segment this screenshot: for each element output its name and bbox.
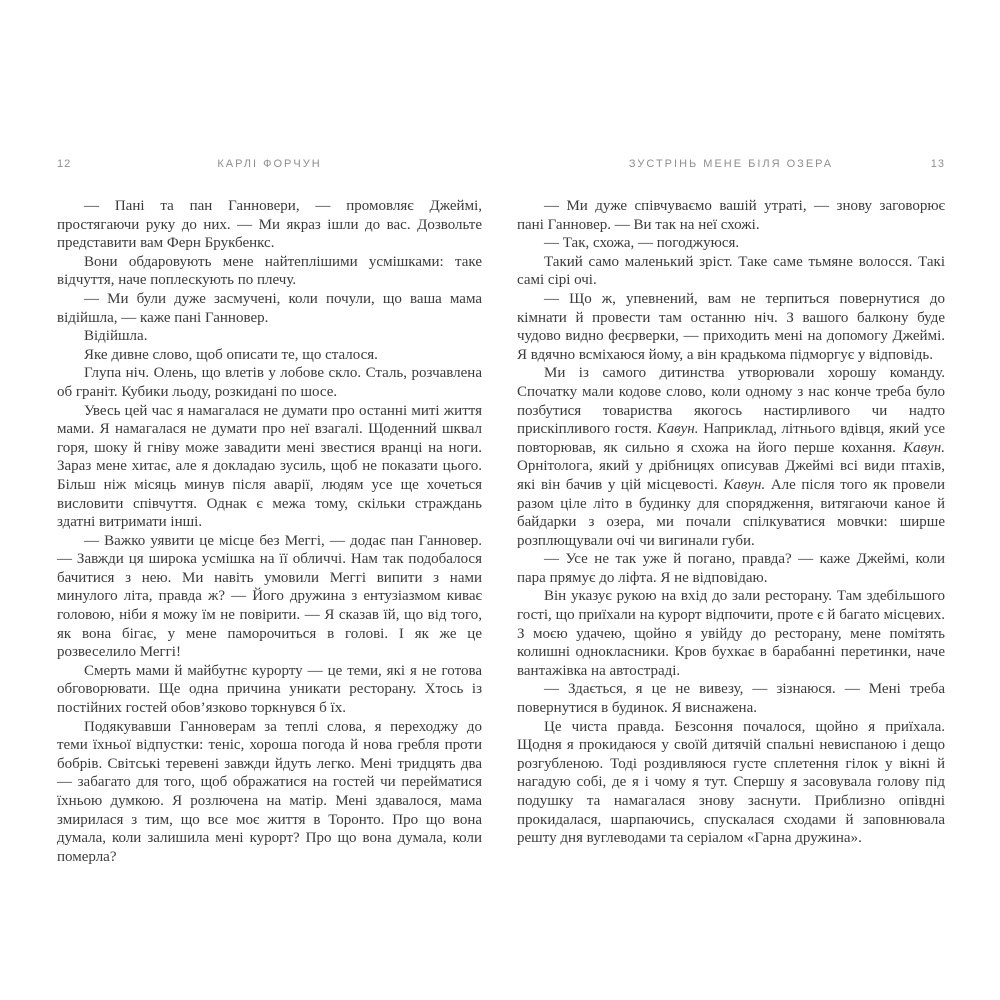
page-left [57, 157, 482, 866]
paragraph: Глупа ніч. Олень, що влетів у лобове скло. Сталь, розчавлена об граніт. Кубики льоду, розкидані по шосе. [57, 365, 482, 400]
page-header-left [57, 157, 482, 171]
paragraph: Яке дивне слово, щоб описати те, що сталося. [84, 346, 378, 363]
paragraph: Смерть мами й майбутнє курорту — це теми, які я не готова обговорювати. Ще одна причина уникати ресторану. Хтось із постійних гостей обов’язково торкнувся б їх. [57, 662, 482, 717]
paragraph: Він указує рукою на вхід до зали ресторану. Там здебільшого гості, що приїхали на курорт відпочити, проте є й багато місцевих. З моєю удачею, щойно я увійду до ресторану, мене помітять колишні однокласники. Кров бухкає в барабанні перетинки, наче вантажівка на автостраді. [517, 588, 945, 679]
running-head-title: ЗУСТРІНЬ МЕНЕ БІЛЯ ОЗЕРА [628, 158, 834, 170]
paragraph: — Ми дуже співчуваємо вашій утраті, — знову заговорює пані Ганновер. — Ви так на неї схожі. [517, 198, 945, 233]
paragraph: — Так, схожа, — погоджуюся. [544, 235, 740, 252]
paragraph: — Важко уявити це місце без Меггі, — додає пан Ганновер. — Завжди ця широка усмішка на її обличчі. Нам так подобалося бачитися з нею. Ми навіть умовили Меггі випити з нами минулого літа, правда ж? — Його дружина з ентузіазмом киває головою, ніби я можу їм не повірити. — Я сказав їй, що від того, як вона бігає, у мене паморочиться в голові. І як же це розвеселило Меггі! [57, 532, 482, 661]
running-head-author: КАРЛІ ФОРЧУН [217, 158, 322, 170]
page-header-right [517, 157, 945, 171]
page-right [517, 157, 945, 848]
paragraph: — Ми були дуже засмучені, коли почули, що ваша мама відійшла, — каже пані Ганновер. [57, 290, 482, 326]
paragraph: Подякувавши Ганноверам за теплі слова, я переходжу до теми їхньої відпустки: теніс, хороша погода й нова гребля проти бобрів. Світські теревені завжди йдуть легко. Мені тридцять два — забагато для того, щоб ображатися на гостей чи перейматися їхньою думкою. Я розлючена на матір. Мені здавалося, мама змирилася з тим, що все моє життя в Торонто. Про що вона думала, коли залишила мені курорт? Про що вона думала, коли померла? [57, 718, 482, 865]
paragraph: Це чиста правда. Безсоння почалося, щойно я приїхала. Щодня я прокидаюся у своїй дитячій спальні невиспаною і дещо розгубленою. Тоді роздивляюся густе сплетення гілок у вікні й нагадую собі, де я і чому я тут. Спершу я засовувала голову під подушку та намагалася знову заснути. Приблизно опівдні прокидалася, шарпаючись, спускалася сходами й заповнювала решту дня вуглеводами та серіалом «Гарна дружина». [517, 718, 945, 847]
paragraph: — Усе не так уже й погано, правда? — каже Джеймі, коли пара прямує до ліфта. Я не відповідаю. [517, 551, 945, 586]
page-number-right: 13 [930, 158, 945, 170]
page-body-left [57, 197, 482, 866]
paragraph: — Пані та пан Ганновери, — промовляє Джеймі, простягаючи руку до них. — Ми якраз ішли до вас. Дозвольте представити вам Ферн Брукбенкс. [57, 198, 482, 252]
page-number-left: 12 [57, 158, 72, 170]
paragraph: — Здається, я це не вивезу, — зізнаюся. — Мені треба повернутися в будинок. Я виснажена. [517, 681, 945, 717]
paragraph: — Що ж, упевнений, вам не терпиться повернутися до кімнати й провести там останню ніч. З вашого балкону буде чудово видно феєрверки, — приходить мені на допомогу Джеймі. Я вдячно всміхаюся йому, а він крадькома підморгує у відповідь. [517, 290, 945, 363]
paragraph: Ми із самого дитинства утворювали хорошу команду. Спочатку мали кодове слово, коли одному з нас конче треба було позбутися товариства якогось настирливого чи надто прискіпливого гостя. Кавун. Наприклад, літнього вдівця, який усе повторював, як сильно я схожа на його перше кохання. Кавун. Орнітолога, який у дрібницях описував Джеймі всі види птахів, які він бачив у цій місцевості. Кавун. Але після того як провели разом ціле літо в будинку для спорядження, витягаючи каное й байдарки з озера, ми почали спілкуватися мовчки: ширше розплющували очі чи вигинали губи. [517, 365, 945, 549]
page-body-right [517, 197, 945, 848]
paragraph: Увесь цей час я намагалася не думати про останні миті життя мами. Я намагалася не думати про неї взагалі. Щоденний шквал горя, шоку й гніву може завадити мені звестися вранці на ноги. Зараз мене хитає, але я докладаю зусиль, щоб не показати цього. Більш ніж місяць минув після аварії, людям усе ще хочеться висловити співчуття. Однак є межа тому, скільки страждань здатні витримати інші. [57, 402, 482, 531]
paragraph: Відійшла. [84, 328, 148, 345]
paragraph: Вони обдаровують мене найтеплішими усмішками: таке відчуття, наче поплескують по плечу. [57, 253, 482, 289]
paragraph: Такий само маленький зріст. Таке саме тьмяне волосся. Такі самі сірі очі. [517, 253, 945, 289]
